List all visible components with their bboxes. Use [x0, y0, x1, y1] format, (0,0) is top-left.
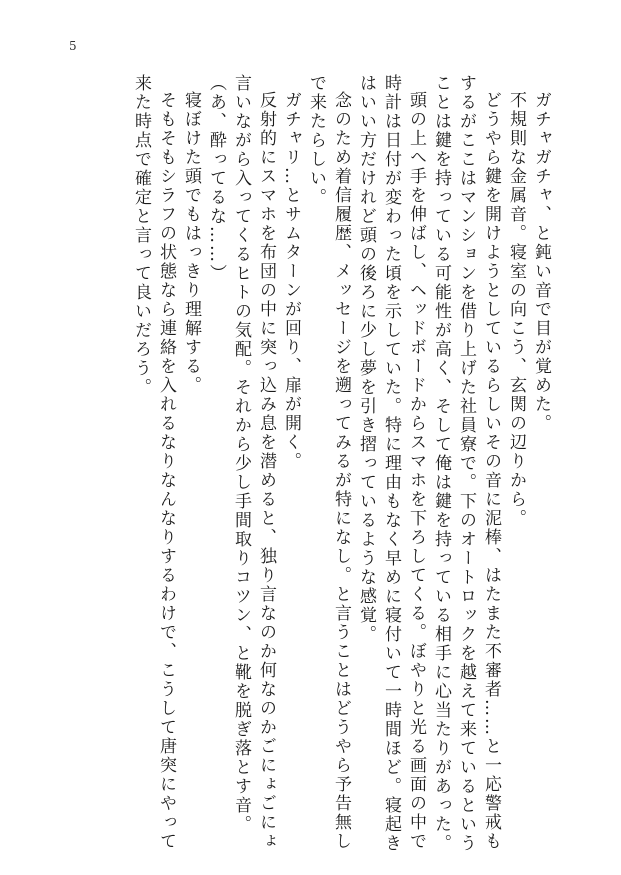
vertical-text-body	[128, 74, 553, 864]
text-line: 時計は日付が変わった頃を示していた。特に理由もなく早めに寝付いて一時間ほど。寝起き	[381, 74, 401, 853]
text-line: ことは鍵を持っている可能性が高く、そして俺は鍵を持っている相手に心当たりがあった。	[431, 74, 451, 853]
text-line: はいい方だけれど頭の後ろに少し夢を引き摺っているような感覚。	[356, 74, 376, 644]
page-number: 5	[69, 39, 77, 53]
text-line: 念のため着信履歴、メッセージを遡ってみるが特になし。と言うことはどうやら予告無し	[331, 91, 351, 851]
text-line: 反射的にスマホを布団の中に突っ込み息を潜めると、独り言なのか何なのかごにょごにょ	[256, 91, 276, 851]
text-line: （あ、酔ってるな……）	[206, 74, 226, 283]
text-line: 寝ぼけた頭でもはっきり理解する。	[181, 91, 201, 395]
text-line: ガチャリ…とサムターンが回り、扉が開く。	[281, 91, 301, 471]
text-line: ガチャガチャ、と鈍い音で目が覚めた。	[531, 91, 551, 433]
text-line: 来た時点で確定と言って良いだろう。	[131, 74, 151, 397]
text-line: 不規則な金属音。寝室の向こう、玄関の辺りから。	[506, 91, 526, 528]
text-line: どうやら鍵を開けようとしているらしいその音に泥棒、はたまた不審者……と一応警戒も	[481, 91, 501, 851]
text-line: するがここはマンションを借り上げた社員寮で。下のオートロックを越えて来ているという	[456, 74, 476, 853]
text-line: そもそもシラフの状態なら連絡を入れるなりなんなりするわけで、こうして唐突にやって	[156, 91, 176, 851]
text-line: 頭の上へ手を伸ばし、ヘッドボードからスマホを下ろしてくる。ぼやりと光る画面の中で	[406, 91, 426, 851]
text-line: 言いながら入ってくるヒトの気配。それから少し手間取りコツン、と靴を脱ぎ落とす音。	[231, 74, 251, 834]
text-line: で来たらしい。	[306, 74, 326, 207]
